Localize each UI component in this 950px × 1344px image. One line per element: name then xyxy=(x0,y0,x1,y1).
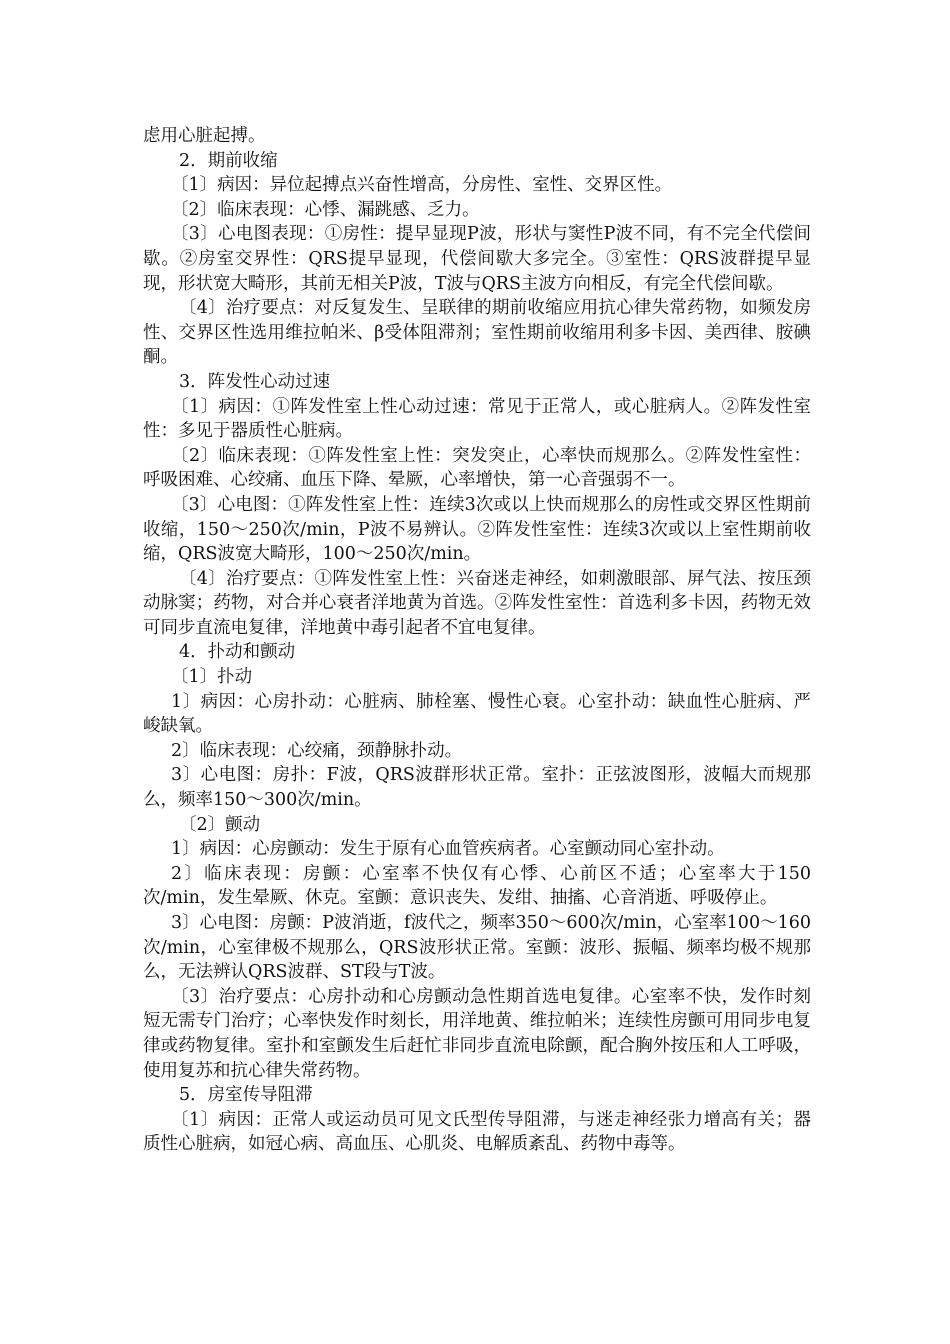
subheading-flutter: 〔1〕扑动 xyxy=(171,667,253,688)
paragraph: 〔3〕治疗要点：心房扑动和心房颤动急性期首选电复律。心室率不快，发作时刻短无需专门治疗；心率快发作时刻长，用洋地黄、维拉帕米；连续性房颤可用同步电复律或药物复律。室扑和室颤发生后赶忙非同步直流电除颤，配合胸外按压和人工呼吸，使用复苏和抗心律失常药物。 xyxy=(143,986,811,1081)
heading-flutter-fibrillation: 4．扑动和颤动 xyxy=(179,642,296,663)
heading-premature-contraction: 2．期前收缩 xyxy=(179,150,278,171)
subheading-fibrillation: 〔2〕颤动 xyxy=(179,814,261,835)
paragraph: 〔2〕临床表现：①阵发性室上性：突发突止，心率快而规那么。②阵发性室性：呼吸困难、心绞痛、血压下降、晕厥，心率增快，第一心音强弱不一。 xyxy=(143,445,811,491)
paragraph-pacemaker-end: 虑用心脏起搏。 xyxy=(143,126,266,146)
paragraph: 3〕心电图：房扑：F波，QRS波群形状正常。室扑：正弦波图形，波幅大而规那么，频率150～300次/min。 xyxy=(143,765,811,811)
heading-av-block: 5．房室传导阻滞 xyxy=(179,1085,313,1106)
paragraph: 〔3〕心电图：①阵发性室上性：连续3次或以上快而规那么的房性或交界区性期前收缩，150～250次/min，P波不易辨认。②阵发性室性：连续3次或以上室性期前收缩，QRS波宽大畸形，100～250次/min。 xyxy=(143,494,811,565)
paragraph: 2〕临床表现：心绞痛，颈静脉扑动。 xyxy=(171,740,463,761)
paragraph: 〔1〕病因：①阵发性室上性心动过速：常见于正常人，或心脏病人。②阵发性室性：多见于器质性心脏病。 xyxy=(143,396,811,442)
paragraph: 〔1〕病因：异位起搏点兴奋性增高，分房性、室性、交界区性。 xyxy=(171,175,673,196)
heading-paroxysmal-tachycardia: 3．阵发性心动过速 xyxy=(179,371,331,392)
paragraph: 〔4〕治疗要点：对反复发生、呈联律的期前收缩应用抗心律失常药物，如频发房性、交界区性选用维拉帕米、β受体阻滞剂；室性期前收缩用利多卡因、美西律、胺碘酮。 xyxy=(143,298,811,368)
paragraph: 1〕病因：心房颤动：发生于原有心血管疾病者。心室颤动同心室扑动。 xyxy=(171,839,725,860)
paragraph: 〔2〕临床表现：心悸、漏跳感、乏力。 xyxy=(171,199,480,220)
paragraph: 1〕病因：心房扑动：心脏病、肺栓塞、慢性心衰。心室扑动：缺血性心脏病、严峻缺氧。 xyxy=(143,691,811,737)
paragraph: 2〕临床表现：房颤：心室率不快仅有心悸、心前区不适；心室率大于150次/min，发生晕厥、休克。室颤：意识丧失、发绀、抽搐、心音消逝、呼吸停止。 xyxy=(143,863,811,909)
paragraph: 3〕心电图：房颤：P波消逝，f波代之，频率350～600次/min，心室率100～160次/min，心室律极不规那么，QRS波形状正常。室颤：波形、振幅、频率均极不规那么，无法辨认QRS波群、ST段与T波。 xyxy=(143,913,811,983)
paragraph: 〔1〕病因：正常人或运动员可见文氏型传导阻滞，与迷走神经张力增高有关；器质性心脏病，如冠心病、高血压、心肌炎、电解质紊乱、药物中毒等。 xyxy=(143,1109,811,1155)
paragraph: 〔4〕治疗要点：①阵发性室上性：兴奋迷走神经，如刺激眼部、屏气法、按压颈动脉窦；药物，对合并心衰者洋地黄为首选。②阵发性室性：首选利多卡因，药物无效可同步直流电复律，洋地黄中毒引起者不宜电复律。 xyxy=(143,568,811,638)
document-body xyxy=(143,124,811,1157)
paragraph: 〔3〕心电图表现：①房性：提早显现P波，形状与窦性P波不同，有不完全代偿间歇。②房室交界性：QRS提早显现，代偿间歇大多完全。③室性：QRS波群提早显现，形状宽大畸形，其前无相关P波，T波与QRS主波方向相反，有完全代偿间歇。 xyxy=(143,224,811,294)
